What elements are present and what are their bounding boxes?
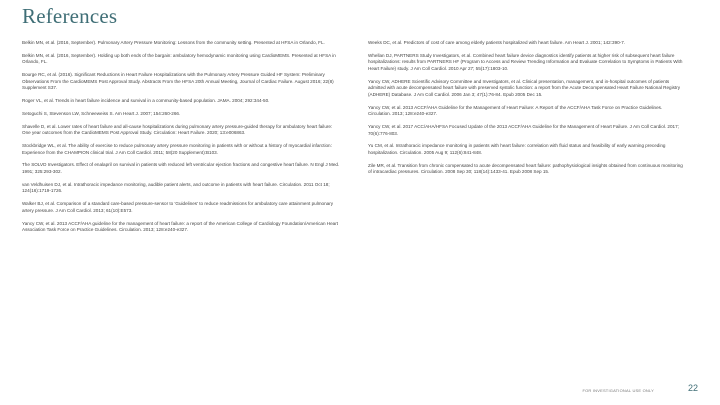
footer-note: FOR INVESTIGATIONAL USE ONLY	[582, 388, 654, 393]
references-column-left	[22, 40, 340, 240]
reference-item: Weeks DC, et al. Predictors of cost of care among elderly patients hospitalized with heart failure. Am Heart J. 2001; 142:390-7.	[368, 40, 626, 45]
reference-item: Stockbridge WL, et al. The ability of exercise to reduce pulmonary artery pressure monitoring in patients with or without a history of myocardial infarction: Experience from the CHAMPION clinical trial. J Am Coll Cardiol. 2011; 58(20 Supplement):B103.	[22, 143, 332, 155]
reference-item: Yancy CW, et al. 2013 ACCF/AHA guideline for the management of heart failure: a report of the American College of Cardiology Foundation/American Heart Association Task Force on Practice Guidelines. Circulation. 2013; 128:e240-e327.	[22, 220, 339, 233]
page-number: 22	[687, 383, 698, 393]
reference-item: Zile MR, et al. Transition from chronic compensated to acute decompensated heart failure: pathophysiological insights obtained from continuous monitoring of intracardiac pressures. Circulation. 2008 Sep 30; 118(14):1433-41. Epub 2008 Sep 15.	[368, 162, 683, 175]
reference-item: Shavelle D, et al. Lower rates of heart failure and all-cause hospitalizations during pulmonary artery pressure-guided therapy for ambulatory heart failure: One year outcomes from the CardioMEMS Post Approval Study. Circulation: Heart Failure. 2020; 13:e006863.	[22, 123, 333, 136]
reference-item: van Veldhuisen DJ, et al. Intrathoracic impedance monitoring, audible patient alerts, and outcome in patients with heart failure. Circulation. 2011 Oct 18; 124(16):1719-1726.	[22, 181, 330, 194]
reference-item: Setoguchi S, Stevenson LW, Schneeweiss S. Am Heart J. 2007; 154:260-266.	[22, 110, 181, 116]
reference-item: Belkin MN, et al. (2016, September). Pulmonary Artery Pressure Monitoring: Lessons from the community setting. Presented at HFSA in Orlando, FL.	[22, 40, 325, 45]
reference-item: Walker BJ, et al. Comparison of a standard care-based pressure-sensor to 'Guidelines' to reduce readmissions for ambulatory care attainment pulmonary artery pressure. J Am Coll Cardiol. 2013; 61(10):E573.	[22, 201, 334, 213]
reference-item: Belkin MN, et al. (2016, September). Holding up both ends of the bargain: ambulatory hemodynamic monitoring using CardioMEMS. Presented at HFSA in Orlando, FL.	[22, 52, 336, 65]
reference-item: Yancy CW, et al. 2013 ACCF/AHA Guideline for the Management of Heart Failure: A Report of the ACCF/AHA Task Force on Practice Guidelines. Circulation. 2013; 128:e240-e327.	[368, 104, 663, 117]
reference-item: Whellan DJ, PARTNERS Study Investigators, et al. Combined heart failure device diagnostics identify patients at higher risk of subsequent heart failure hospitalizations: results from PARTNERS HF (Program to Access and Review Trending Information and Evaluate Correlation to Symptoms in Patients With Heart Failure) study. J Am Coll Cardiol. 2010 Apr 27; 55(17):1803-10.	[368, 52, 683, 71]
reference-item: Yancy CW, et al. 2017 ACC/AHA/HFSA Focused Update of the 2013 ACCF/AHA Guideline for the Management of Heart Failure. J Am Coll Cardiol. 2017; 70(6):776-803.	[368, 124, 679, 136]
reference-item: Yu CM, et al. Intrathoracic impedance monitoring in patients with heart failure: correlation with fluid status and feasibility of early warning preceding hospitalization. Circulation. 2005 Aug 9; 112(6):841-848.	[368, 143, 666, 156]
reference-item: Bourge RC, et al. (2016). Significant Reductions in Heart Failure Hospitalizations with the Pulmonary Artery Pressure Guided HF System: Preliminary Observations From the CardioMEMS Post Approval Study. Abstracts From the HFSA 20th Annual Meeting, Journal of Cardiac Failure. August 2016; 22(8) Supplement S37.	[22, 72, 334, 91]
reference-item: The SOLVD Investigators. Effect of enalapril on survival in patients with reduced left ventricular ejection fractions and congestive heart failure. N Engl J Med. 1991; 325:293-302.	[22, 162, 340, 175]
reference-item: Yancy CW, ADHERE Scientific Advisory Committee and Investigators, et al. Clinical presentation, management, and in-hospital outcomes of patients admitted with acute decompensated heart failure with preserved systolic function: a report from the Acute Decompensated Heart Failure National Registry (ADHERE) Database. J Am Coll Cardiol. 2006 Jan 3; 47(1):76-84. Epub 2005 Dec 15.	[368, 78, 681, 97]
reference-item: Roger VL, et al. Trends in heart failure incidence and survival in a community-based population. JAMA. 2004; 292:344-50.	[22, 98, 270, 104]
references-column-right	[368, 40, 686, 182]
page-title: References	[22, 4, 118, 28]
